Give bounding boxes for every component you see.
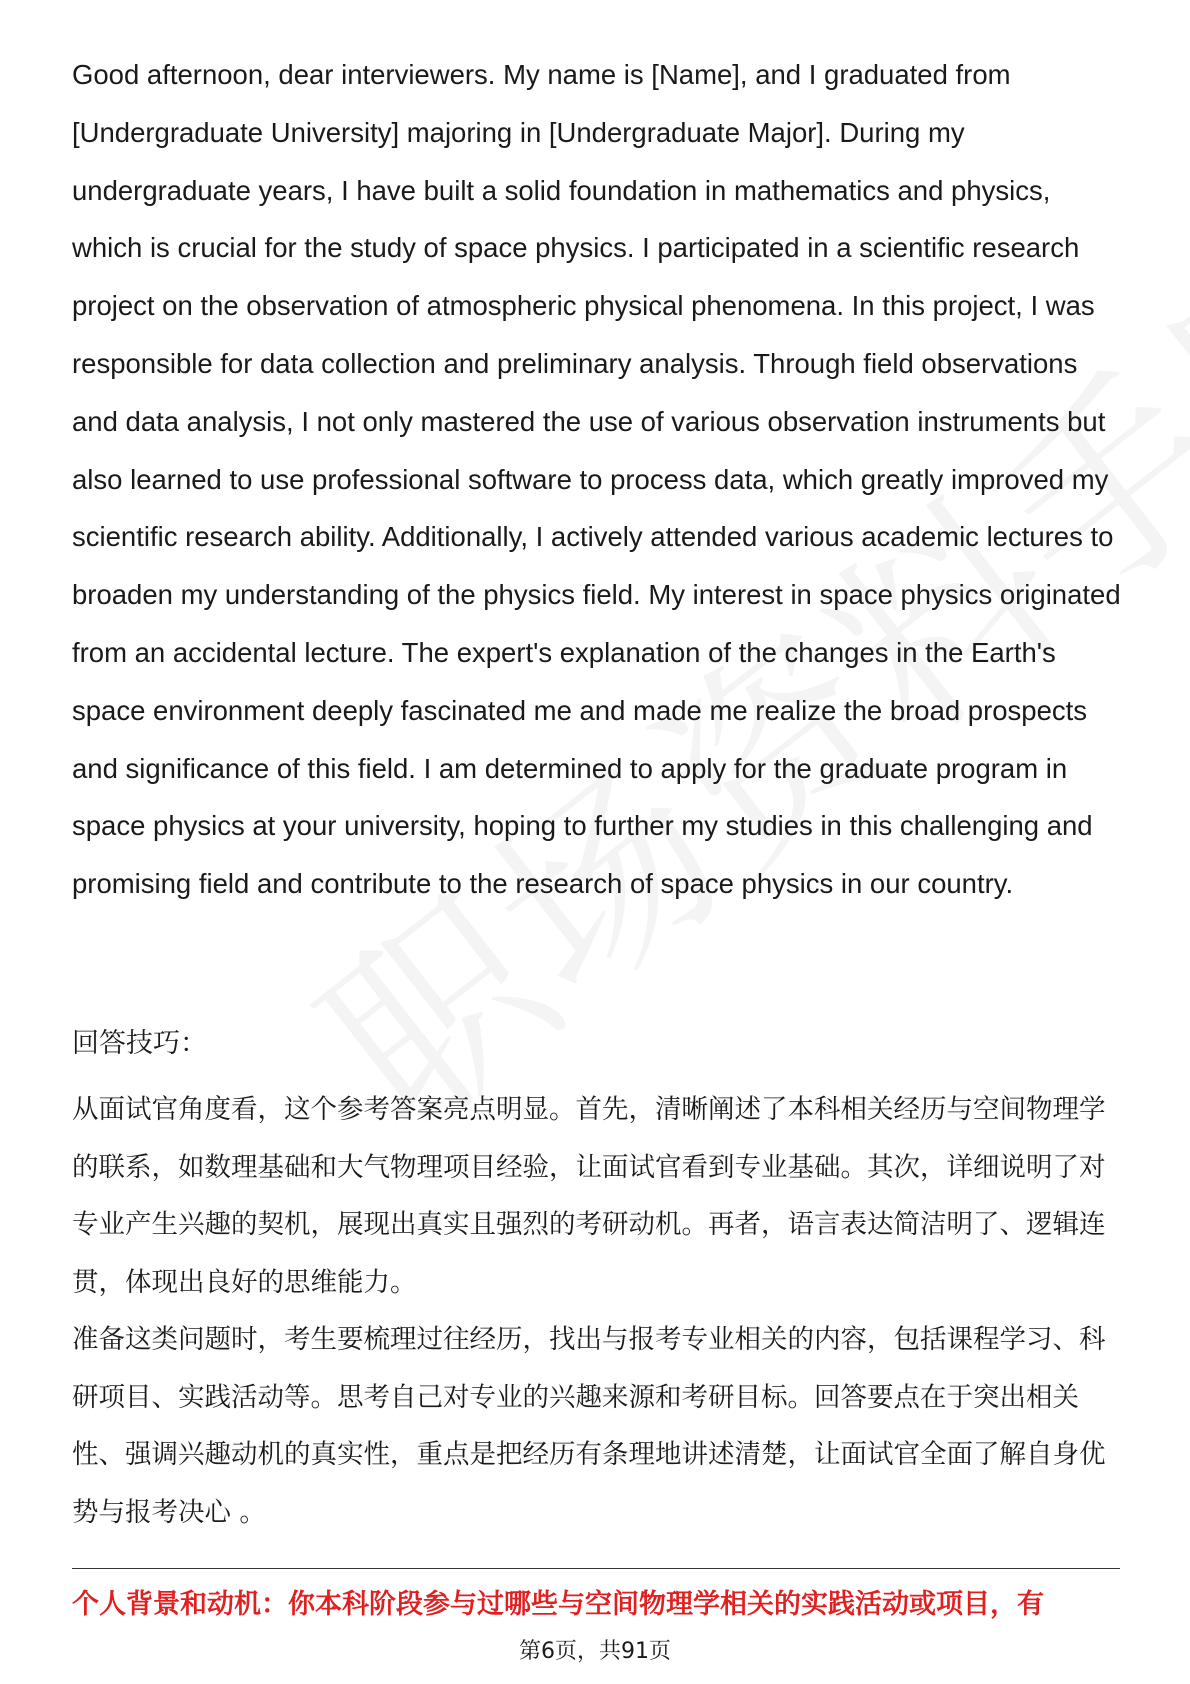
next-question-heading: 个人背景和动机：你本科阶段参与过哪些与空间物理学相关的实践活动或项目，有 bbox=[72, 1589, 1044, 1620]
section-divider bbox=[72, 1568, 1120, 1569]
tips-paragraph-1: 从面试官角度看，这个参考答案亮点明显。首先，清晰阐述了本科相关经历与空间物理学的联系，如数理基础和大气物理项目经验，让面试官看到专业基础。其次，详细说明了对专业产生兴趣的契机，展现出真实且强烈的考研动机。再者，语言表达简洁明了、逻辑连贯，体现出良好的思维能力。 bbox=[72, 1094, 1106, 1298]
page-number: 第6页，共91页 bbox=[519, 1639, 671, 1664]
tips-heading: 回答技巧： bbox=[72, 1028, 207, 1059]
answer-paragraph: Good afternoon, dear interviewers. My name is [Name], and I graduated from [Undergraduate University] majoring in [Undergraduate Major]. During my undergraduate years, I have built a solid foundation in mathematics and physics, which is crucial for the study of space physics. I participated in a scientific research project on the observation of atmospheric physical phenomena. In this project, I was responsible for data collection and preliminary analysis. Through field observations and data analysis, I not only mastered the use of various observation instruments but also learned to use professional software to process data, which greatly improved my scientific research ability. Additionally, I actively attended various academic lectures to broaden my understanding of the physics field. My interest in space physics originated from an accidental lecture. The expert's explanation of the changes in the Earth's space environment deeply fascinated me and made me realize the broad prospects and significance of this field. I am determined to apply for the graduate program in space physics at your university, hoping to further my studies in this challenging and promising field and contribute to the research of space physics in our country. bbox=[72, 59, 1121, 900]
tips-paragraph-2: 准备这类问题时，考生要梳理过往经历，找出与报考专业相关的内容，包括课程学习、科研项目、实践活动等。思考自己对专业的兴趣来源和考研目标。回答要点在于突出相关性、强调兴趣动机的真实性，重点是把经历有条理地讲述清楚，让面试官全面了解自身优势与报考决心 。 bbox=[72, 1324, 1106, 1528]
